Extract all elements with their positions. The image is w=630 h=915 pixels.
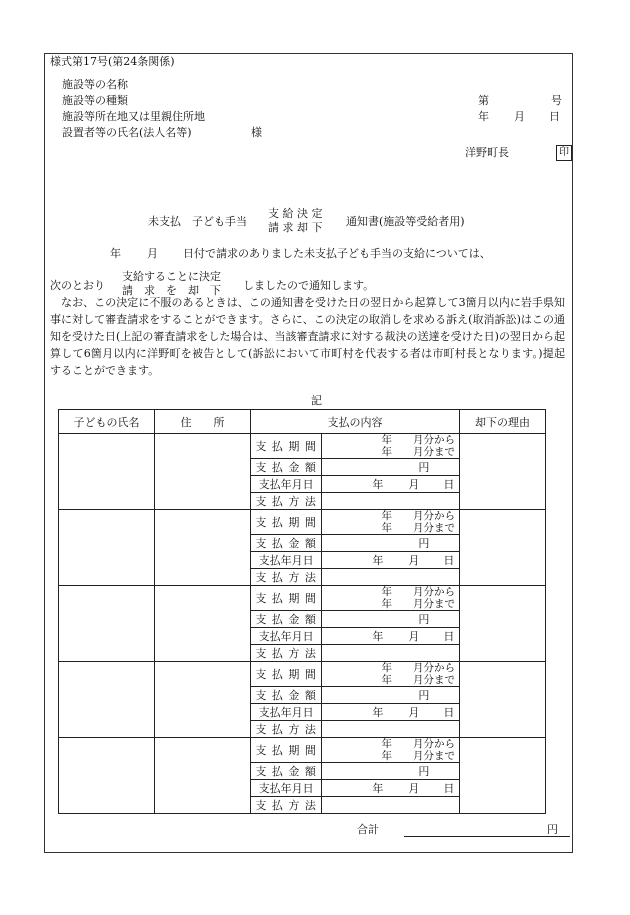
date-month: 月 xyxy=(514,110,525,123)
facility-name-label: 施設等の名称 xyxy=(62,78,128,91)
date-year: 年 xyxy=(478,110,489,123)
period-from: 年 月分から xyxy=(381,586,455,598)
intro-suffix: しましたので通知します。 xyxy=(243,279,375,292)
period-label: 支 払 期 間 xyxy=(251,434,322,459)
date-label: 支払年月日 xyxy=(251,704,322,721)
address-cell[interactable] xyxy=(155,510,251,586)
number-go: 号 xyxy=(551,94,562,107)
date-month: 月 xyxy=(408,782,420,795)
date-day: 日 xyxy=(443,706,455,719)
child-name-cell[interactable] xyxy=(59,738,155,814)
facility-type-label: 施設等の種類 xyxy=(62,94,128,107)
date-year: 年 xyxy=(372,478,384,491)
amount-label: 支 払 金 額 xyxy=(251,459,322,476)
date-value[interactable] xyxy=(322,780,460,797)
intro-year: 年 xyxy=(110,247,121,260)
intro-option-reject: 請 求 を 却 下 xyxy=(122,284,221,297)
amount-label: 支 払 金 額 xyxy=(251,611,322,628)
method-label: 支 払 方 法 xyxy=(251,645,322,662)
title-option-grant: 支 給 決 定 xyxy=(268,207,323,220)
title-prefix: 未支払 子ども手当 xyxy=(148,215,247,228)
header-payment-content: 支払の内容 xyxy=(251,410,460,434)
period-value[interactable] xyxy=(322,738,460,763)
intro-month: 月 xyxy=(147,247,158,260)
period-from: 年 月分から xyxy=(381,434,455,446)
seal-mark: 印 xyxy=(556,145,572,161)
child-name-cell[interactable] xyxy=(59,510,155,586)
table-row xyxy=(59,586,546,611)
amount-value[interactable] xyxy=(322,535,460,552)
period-from: 年 月分から xyxy=(381,738,455,750)
address-cell[interactable] xyxy=(155,738,251,814)
intro-text: 日付で請求のありました未支払子ども手当の支給については、 xyxy=(183,247,491,260)
period-label: 支 払 期 間 xyxy=(251,586,322,611)
date-label: 支払年月日 xyxy=(251,780,322,797)
founder-name-label: 設置者等の氏名(法人名等) xyxy=(62,126,192,139)
header-reject-reason: 却下の理由 xyxy=(460,410,546,434)
amount-unit: 円 xyxy=(418,537,430,550)
date-month: 月 xyxy=(408,554,420,567)
amount-label: 支 払 金 額 xyxy=(251,535,322,552)
amount-label: 支 払 金 額 xyxy=(251,687,322,704)
table-body xyxy=(59,434,546,814)
table-header-row xyxy=(59,410,546,434)
reject-reason-cell[interactable] xyxy=(460,510,546,586)
period-value[interactable] xyxy=(322,434,460,459)
form-id: 様式第17号(第24条関係) xyxy=(50,55,175,68)
method-value[interactable] xyxy=(322,569,460,586)
method-label: 支 払 方 法 xyxy=(251,721,322,738)
intro-prefix: 次のとおり xyxy=(50,279,105,292)
reject-reason-cell[interactable] xyxy=(460,738,546,814)
child-name-cell[interactable] xyxy=(59,662,155,738)
address-cell[interactable] xyxy=(155,662,251,738)
date-day: 日 xyxy=(443,478,455,491)
method-value[interactable] xyxy=(322,797,460,814)
table-row xyxy=(59,434,546,459)
amount-value[interactable] xyxy=(322,459,460,476)
date-year: 年 xyxy=(372,554,384,567)
reject-reason-cell[interactable] xyxy=(460,586,546,662)
date-day: 日 xyxy=(549,110,560,123)
address-cell[interactable] xyxy=(155,586,251,662)
reject-reason-cell[interactable] xyxy=(460,662,546,738)
total-line xyxy=(404,822,570,837)
facility-address-label: 施設等所在地又は里親住所地 xyxy=(62,110,205,123)
period-label: 支 払 期 間 xyxy=(251,738,322,763)
date-month: 月 xyxy=(408,706,420,719)
period-to: 年 月分まで xyxy=(381,446,455,458)
period-label: 支 払 期 間 xyxy=(251,510,322,535)
total-label: 合計 xyxy=(357,823,379,836)
amount-label: 支 払 金 額 xyxy=(251,763,322,780)
amount-unit: 円 xyxy=(418,613,430,626)
date-label: 支払年月日 xyxy=(251,628,322,645)
date-label: 支払年月日 xyxy=(251,552,322,569)
method-value[interactable] xyxy=(322,645,460,662)
method-value[interactable] xyxy=(322,721,460,738)
notice-paragraph xyxy=(50,294,565,379)
amount-unit: 円 xyxy=(418,461,430,474)
notice-text: なお、この決定に不服のあるときは、この通知書を受けた日の翌日から起算して3箇月以内に岩手県知事に対して審査請求をすることができます。さらに、この決定の取消しを求める訴え(取消訴訟)はこの通知を受けた日(上記の審査請求をした場合は、当該審査請求に対する裁決の送達を受けた日)の翌日から起算して6箇月以内に洋野町を被告として(訴訟において市町村を代表する者は市町村長となります。)提起することができます。 xyxy=(50,296,565,377)
date-day: 日 xyxy=(443,782,455,795)
date-day: 日 xyxy=(443,554,455,567)
table-row xyxy=(59,662,546,687)
method-value[interactable] xyxy=(322,493,460,510)
period-from: 年 月分から xyxy=(381,510,455,522)
ki-label: 記 xyxy=(311,394,322,407)
period-to: 年 月分まで xyxy=(381,598,455,610)
period-to: 年 月分まで xyxy=(381,674,455,686)
child-name-cell[interactable] xyxy=(59,586,155,662)
period-from: 年 月分から xyxy=(381,662,455,674)
total-unit: 円 xyxy=(547,823,558,836)
period-value[interactable] xyxy=(322,662,460,687)
period-to: 年 月分まで xyxy=(381,522,455,534)
amount-value[interactable] xyxy=(322,763,460,780)
address-cell[interactable] xyxy=(155,434,251,510)
period-label: 支 払 期 間 xyxy=(251,662,322,687)
title-option-reject: 請 求 却 下 xyxy=(268,221,323,234)
date-value[interactable] xyxy=(322,628,460,645)
method-label: 支 払 方 法 xyxy=(251,797,322,814)
amount-unit: 円 xyxy=(418,689,430,702)
date-day: 日 xyxy=(443,630,455,643)
amount-value[interactable] xyxy=(322,687,460,704)
reject-reason-cell[interactable] xyxy=(460,434,546,510)
method-label: 支 払 方 法 xyxy=(251,493,322,510)
period-value[interactable] xyxy=(322,586,460,611)
intro-option-grant: 支給することに決定 xyxy=(122,270,221,283)
date-year: 年 xyxy=(372,706,384,719)
payment-table xyxy=(58,409,546,814)
date-year: 年 xyxy=(372,782,384,795)
table-row xyxy=(59,738,546,763)
table-row xyxy=(59,510,546,535)
date-value[interactable] xyxy=(322,552,460,569)
date-label: 支払年月日 xyxy=(251,476,322,493)
method-label: 支 払 方 法 xyxy=(251,569,322,586)
date-month: 月 xyxy=(408,630,420,643)
header-address: 住 所 xyxy=(155,410,251,434)
amount-unit: 円 xyxy=(418,765,430,778)
date-year: 年 xyxy=(372,630,384,643)
issuer-name: 洋野町長 xyxy=(465,146,509,159)
child-name-cell[interactable] xyxy=(59,434,155,510)
amount-value[interactable] xyxy=(322,611,460,628)
header-child-name: 子どもの氏名 xyxy=(59,410,155,434)
date-value[interactable] xyxy=(322,704,460,721)
date-value[interactable] xyxy=(322,476,460,493)
title-options xyxy=(268,207,323,235)
honorific: 様 xyxy=(251,126,262,139)
period-to: 年 月分まで xyxy=(381,750,455,762)
period-value[interactable] xyxy=(322,510,460,535)
number-dai: 第 xyxy=(478,94,489,107)
date-month: 月 xyxy=(408,478,420,491)
title-suffix: 通知書(施設等受給者用) xyxy=(346,215,465,228)
